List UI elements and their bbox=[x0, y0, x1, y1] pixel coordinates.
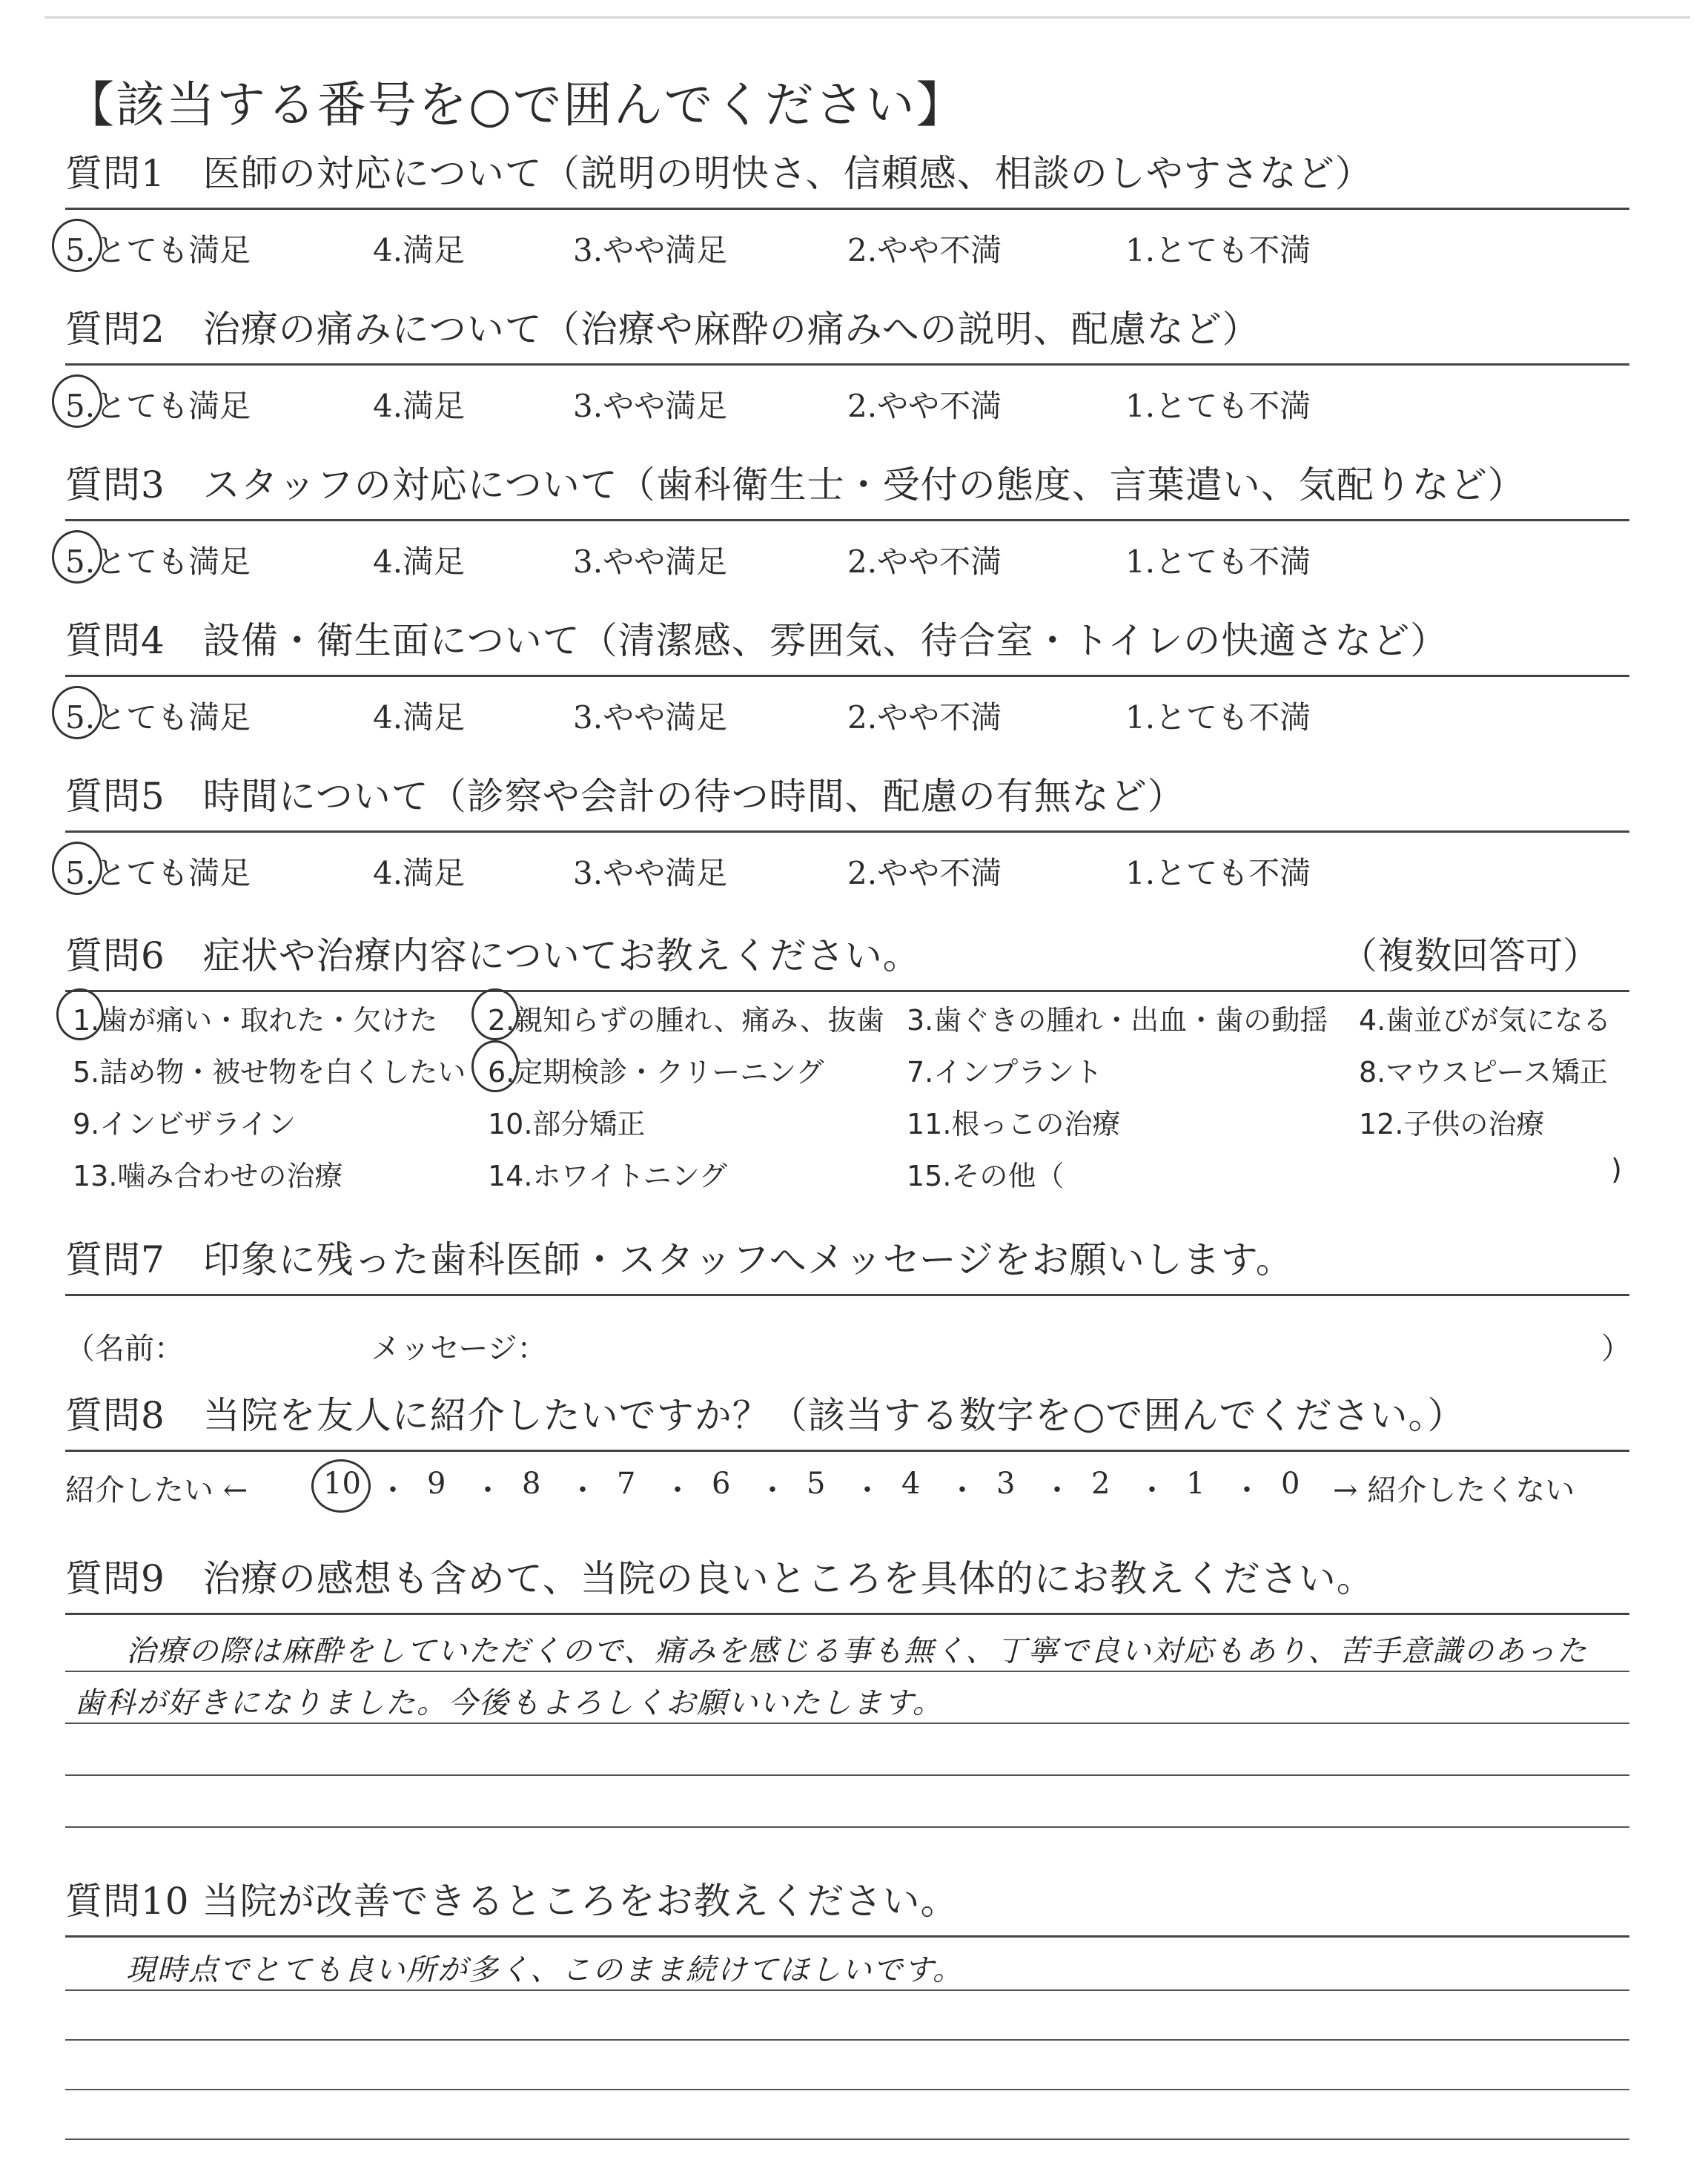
scale-separator: ・ bbox=[473, 1473, 503, 1507]
page-heading: 【該当する番号を○で囲んでください】 bbox=[65, 76, 967, 133]
selection-circle bbox=[56, 988, 104, 1040]
question-3-label: 質問3 スタッフの対応について（歯科衛生士・受付の態度、言葉遣い、気配りなど） bbox=[65, 463, 1526, 506]
selection-circle bbox=[52, 842, 102, 895]
rating-option[interactable]: 1.とても不満 bbox=[1125, 544, 1311, 580]
rating-option[interactable]: 5.とても満足 bbox=[65, 232, 251, 268]
selection-circle bbox=[471, 1040, 519, 1092]
symptom-option[interactable]: 11.根っこの治療 bbox=[907, 1108, 1121, 1140]
question-10 bbox=[65, 1876, 1629, 1938]
question-9-label: 質問9 治療の感想も含めて、当院の良いところを具体的にお教えください。 bbox=[65, 1557, 1374, 1600]
scale-value[interactable]: 9 bbox=[427, 1467, 446, 1501]
rating-option[interactable]: 2.やや不満 bbox=[847, 544, 1002, 580]
question-6-label: 質問6 症状や治療内容についてお教えください。 bbox=[65, 934, 921, 977]
symptom-option[interactable]: 10.部分矯正 bbox=[488, 1108, 646, 1140]
scale-separator: ・ bbox=[568, 1473, 598, 1507]
question-5 bbox=[65, 771, 1629, 833]
question-2-label: 質問2 治療の痛みについて（治療や麻酔の痛みへの説明、配慮など） bbox=[65, 308, 1260, 351]
answer-line bbox=[65, 1671, 1629, 1672]
symptom-option[interactable]: 1.歯が痛い・取れた・欠けた bbox=[73, 1004, 438, 1037]
answer-line bbox=[65, 2039, 1629, 2041]
symptom-option[interactable]: 14.ホワイトニング bbox=[488, 1160, 728, 1192]
rating-option[interactable]: 4.満足 bbox=[373, 388, 466, 424]
rating-option[interactable]: 1.とても不満 bbox=[1125, 388, 1311, 424]
scale-separator: ・ bbox=[663, 1473, 692, 1507]
selection-circle bbox=[311, 1459, 371, 1513]
rating-option[interactable]: 1.とても不満 bbox=[1125, 232, 1311, 268]
question-4 bbox=[65, 615, 1629, 677]
scale-value[interactable]: 8 bbox=[522, 1467, 541, 1501]
scale-separator: ・ bbox=[1042, 1473, 1072, 1507]
symptom-option[interactable]: 3.歯ぐきの腫れ・出血・歯の動揺 bbox=[907, 1004, 1328, 1037]
symptom-option[interactable]: 8.マウスピース矯正 bbox=[1359, 1056, 1608, 1089]
selection-circle bbox=[52, 219, 102, 272]
symptom-option[interactable]: 12.子供の治療 bbox=[1359, 1108, 1545, 1140]
rating-option[interactable]: 5.とても満足 bbox=[65, 699, 251, 736]
recommend-right-label: → 紹介したくない bbox=[1333, 1473, 1575, 1507]
answer-line bbox=[65, 2138, 1629, 2140]
question-1-label: 質問1 医師の対応について（説明の明快さ、信頼感、相談のしやすさなど） bbox=[65, 152, 1373, 195]
symptom-option[interactable]: 9.インビザライン bbox=[73, 1108, 297, 1140]
rating-option[interactable]: 4.満足 bbox=[373, 699, 466, 736]
q9-answer-line-2: 歯科が好きになりました。今後もよろしくお願いいたします。 bbox=[74, 1686, 944, 1720]
symptom-option[interactable]: 4.歯並びが気になる bbox=[1359, 1004, 1612, 1037]
recommend-left-label: 紹介したい ← bbox=[65, 1473, 248, 1507]
question-7-label: 質問7 印象に残った歯科医師・スタッフへメッセージをお願いします。 bbox=[65, 1238, 1294, 1281]
rating-option[interactable]: 3.やや満足 bbox=[573, 855, 728, 891]
rating-option[interactable]: 2.やや不満 bbox=[847, 232, 1002, 268]
question-6 bbox=[65, 931, 1629, 992]
scale-value[interactable]: 3 bbox=[996, 1467, 1016, 1501]
selection-circle bbox=[52, 530, 102, 584]
question-1-options bbox=[65, 226, 1629, 271]
rating-option[interactable]: 1.とても不満 bbox=[1125, 699, 1311, 736]
question-1 bbox=[65, 148, 1629, 210]
top-border bbox=[44, 16, 1690, 19]
rating-option[interactable]: 4.満足 bbox=[373, 855, 466, 891]
selection-circle bbox=[52, 374, 102, 428]
question-3 bbox=[65, 460, 1629, 521]
scale-value[interactable]: 7 bbox=[617, 1467, 636, 1501]
rating-option[interactable]: 4.満足 bbox=[373, 232, 466, 268]
symptom-option[interactable]: 15.その他（ bbox=[907, 1160, 1065, 1192]
symptom-option[interactable]: 5.詰め物・被せ物を白くしたい bbox=[73, 1056, 466, 1089]
question-5-label: 質問5 時間について（診察や会計の待つ時間、配慮の有無など） bbox=[65, 775, 1185, 818]
question-8-label: 質問8 当院を友人に紹介したいですか？（該当する数字を○で囲んでください。） bbox=[65, 1394, 1466, 1437]
selection-circle bbox=[52, 686, 102, 739]
question-4-label: 質問4 設備・衛生面について（清潔感、雰囲気、待合室・トイレの快適さなど） bbox=[65, 619, 1449, 662]
selection-circle bbox=[471, 988, 519, 1040]
question-7 bbox=[65, 1235, 1629, 1296]
rating-option[interactable]: 3.やや満足 bbox=[573, 699, 728, 736]
symptom-option[interactable]: 13.噛み合わせの治療 bbox=[73, 1160, 343, 1192]
question-3-options bbox=[65, 538, 1629, 582]
question-8 bbox=[65, 1390, 1629, 1452]
question-2-options bbox=[65, 382, 1629, 426]
rating-option[interactable]: 1.とても不満 bbox=[1125, 855, 1311, 891]
rating-option[interactable]: 3.やや満足 bbox=[573, 232, 728, 268]
answer-line bbox=[65, 1989, 1629, 1991]
rating-option[interactable]: 5.とても満足 bbox=[65, 544, 251, 580]
scale-separator: ・ bbox=[378, 1473, 408, 1507]
rating-option[interactable]: 2.やや不満 bbox=[847, 855, 1002, 891]
symptom-option[interactable]: 7.インプラント bbox=[907, 1056, 1103, 1089]
scale-separator: ・ bbox=[758, 1473, 787, 1507]
rating-option[interactable]: 2.やや不満 bbox=[847, 699, 1002, 736]
message-label: メッセージ： bbox=[371, 1332, 547, 1366]
question-6-note: （複数回答可） bbox=[1340, 934, 1600, 977]
rating-option[interactable]: 5.とても満足 bbox=[65, 855, 251, 891]
scale-value[interactable]: 2 bbox=[1091, 1467, 1110, 1501]
other-close-paren: ) bbox=[1611, 1153, 1622, 1186]
scale-value[interactable]: 4 bbox=[901, 1467, 921, 1501]
rating-option[interactable]: 2.やや不満 bbox=[847, 388, 1002, 424]
answer-line bbox=[65, 1723, 1629, 1724]
scale-separator: ・ bbox=[1232, 1473, 1262, 1507]
name-label: （名前： bbox=[65, 1332, 184, 1366]
question-6-options bbox=[65, 997, 1637, 1220]
message-close: ） bbox=[1601, 1332, 1631, 1366]
rating-option[interactable]: 5.とても満足 bbox=[65, 388, 251, 424]
scale-value[interactable]: 10 bbox=[323, 1467, 361, 1501]
q9-answer-line-1: 治療の際は麻酔をしていただくので、痛みを感じる事も無く、丁寧で良い対応もあり、苦手意識のあった bbox=[126, 1634, 1588, 1668]
scale-value[interactable]: 5 bbox=[807, 1467, 826, 1501]
answer-line bbox=[65, 2089, 1629, 2090]
rating-option[interactable]: 4.満足 bbox=[373, 544, 466, 580]
rating-option[interactable]: 3.やや満足 bbox=[573, 544, 728, 580]
scale-value[interactable]: 0 bbox=[1281, 1467, 1300, 1501]
question-2 bbox=[65, 304, 1629, 366]
scale-separator: ・ bbox=[947, 1473, 977, 1507]
rating-option[interactable]: 3.やや満足 bbox=[573, 388, 728, 424]
scale-separator: ・ bbox=[1137, 1473, 1167, 1507]
scale-separator: ・ bbox=[853, 1473, 882, 1507]
question-9 bbox=[65, 1553, 1629, 1615]
symptom-option[interactable]: 6.定期検診・クリーニング bbox=[488, 1056, 824, 1089]
scale-value[interactable]: 6 bbox=[712, 1467, 731, 1501]
q10-answer-line-1: 現時点でとても良い所が多く、このまま続けてほしいです。 bbox=[126, 1953, 964, 1987]
question-10-label: 質問10 当院が改善できるところをお教えください。 bbox=[65, 1880, 959, 1923]
symptom-option[interactable]: 2.親知らずの腫れ、痛み、抜歯 bbox=[488, 1004, 884, 1037]
question-5-options bbox=[65, 849, 1629, 894]
scale-value[interactable]: 1 bbox=[1186, 1467, 1205, 1501]
recommend-scale bbox=[65, 1467, 1637, 1511]
answer-line bbox=[65, 1774, 1629, 1776]
question-4-options bbox=[65, 693, 1629, 738]
answer-line bbox=[65, 1826, 1629, 1828]
